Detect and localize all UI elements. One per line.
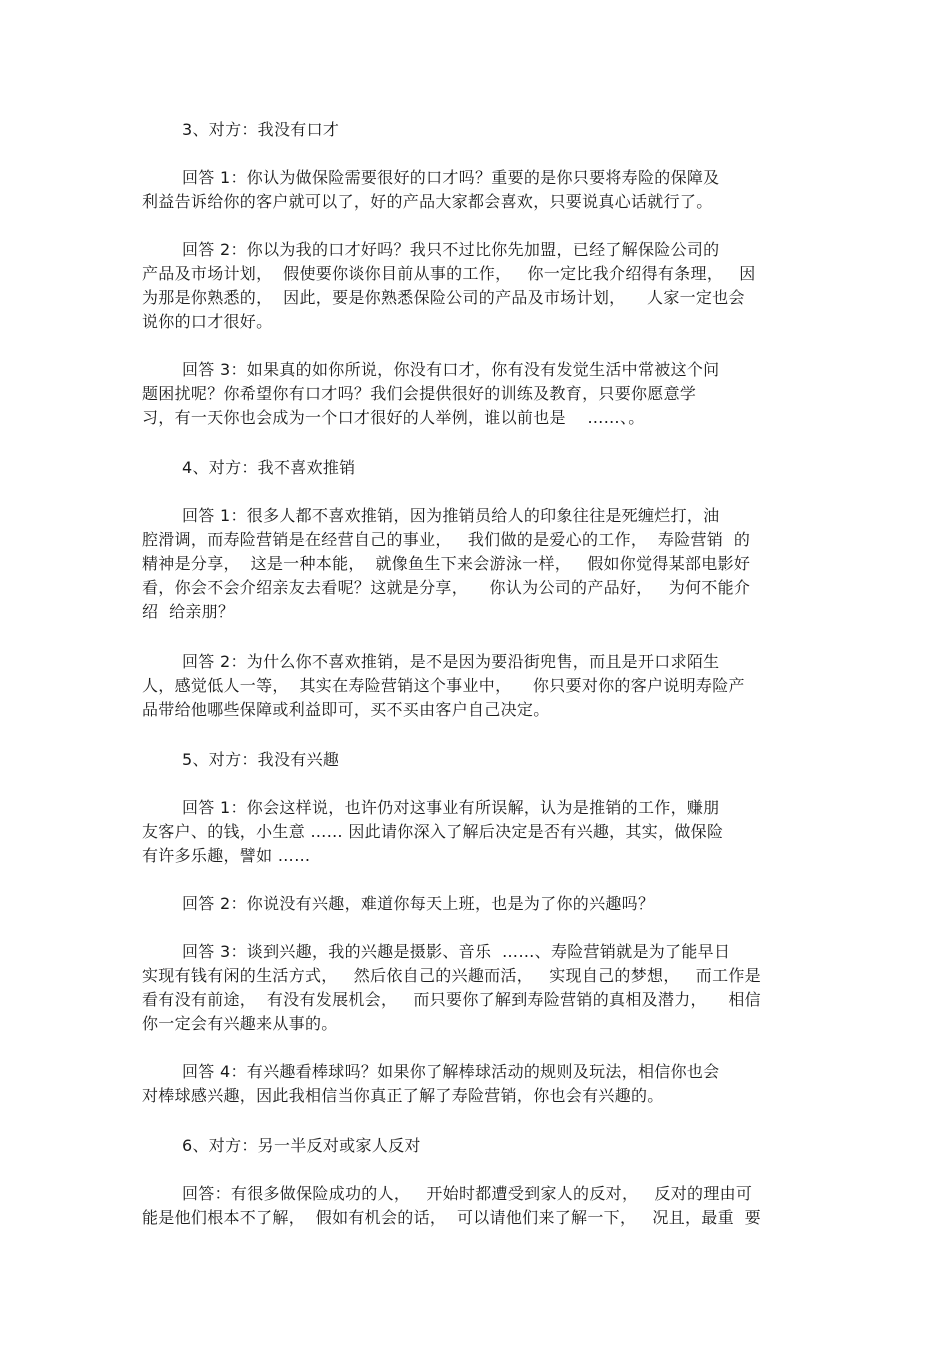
answer-4-2-line-3: 品带给他哪些保障或利益即可，买不买由客户自己决定。 xyxy=(142,700,550,719)
answer-4-1-line-4: 看，你会不会介绍亲友去看呢？这就是分享， 你认为公司的产品好， 为何不能介 xyxy=(142,578,751,597)
section-heading-4: 4、对方：我不喜欢推销 xyxy=(182,458,356,477)
answer-4-1-line-1: 回答 1：很多人都不喜欢推销，因为推销员给人的印象往往是死缠烂打，油 xyxy=(182,506,720,525)
answer-6-1-line-1: 回答：有很多做保险成功的人， 开始时都遭受到家人的反对， 反对的理由可 xyxy=(182,1184,753,1203)
answer-5-4-line-2: 对棒球感兴趣，因此我相信当你真正了解了寿险营销，你也会有兴趣的。 xyxy=(142,1086,664,1105)
answer-4-1-line-3: 精神是分享， 这是一种本能， 就像鱼生下来会游泳一样， 假如你觉得某部电影好 xyxy=(142,554,751,573)
answer-6-1-line-2: 能是他们根本不了解， 假如有机会的话， 可以请他们来了解一下， 况且，最重 要 xyxy=(142,1208,761,1227)
answer-3-3-line-2: 题困扰呢？你希望你有口才吗？我们会提供很好的训练及教育，只要你愿意学 xyxy=(142,384,697,403)
answer-4-2-line-2: 人，感觉低人一等， 其实在寿险营销这个事业中， 你只要对你的客户说明寿险产 xyxy=(142,676,745,695)
answer-5-3-line-4: 你一定会有兴趣来从事的。 xyxy=(142,1014,338,1033)
answer-5-3-line-2: 实现有钱有闲的生活方式， 然后依自己的兴趣而活， 实现自己的梦想， 而工作是 xyxy=(142,966,761,985)
answer-4-2-line-1: 回答 2：为什么你不喜欢推销，是不是因为要沿街兜售，而且是开口求陌生 xyxy=(182,652,720,671)
answer-3-3-line-1: 回答 3：如果真的如你所说，你没有口才，你有没有发觉生活中常被这个问 xyxy=(182,360,720,379)
answer-5-1-line-2: 友客户、的钱，小生意 …… 因此请你深入了解后决定是否有兴趣，其实，做保险 xyxy=(142,822,724,841)
answer-4-1-line-5: 绍 给亲朋？ xyxy=(142,602,235,621)
answer-5-1-line-1: 回答 1：你会这样说，也许仍对这事业有所误解，认为是推销的工作，赚朋 xyxy=(182,798,720,817)
answer-5-3-line-3: 看有没有前途， 有没有发展机会， 而只要你了解到寿险营销的真相及潜力， 相信 xyxy=(142,990,761,1009)
section-heading-6: 6、对方：另一半反对或家人反对 xyxy=(182,1136,421,1155)
section-heading-3: 3、对方：我没有口才 xyxy=(182,120,340,139)
answer-3-3-line-3: 习，有一天你也会成为一个口才很好的人举例，谁以前也是 ……、。 xyxy=(142,408,645,427)
answer-5-1-line-3: 有许多乐趣，譬如 …… xyxy=(142,846,311,865)
section-heading-5: 5、对方：我没有兴趣 xyxy=(182,750,340,769)
answer-3-2-line-1: 回答 2：你以为我的口才好吗？我只不过比你先加盟，已经了解保险公司的 xyxy=(182,240,720,259)
answer-5-4-line-1: 回答 4：有兴趣看棒球吗？如果你了解棒球活动的规则及玩法，相信你也会 xyxy=(182,1062,720,1081)
answer-5-2-line-1: 回答 2：你说没有兴趣，难道你每天上班，也是为了你的兴趣吗？ xyxy=(182,894,655,913)
answer-3-2-line-4: 说你的口才很好。 xyxy=(142,312,273,331)
answer-3-2-line-3: 为那是你熟悉的， 因此，要是你熟悉保险公司的产品及市场计划， 人家一定也会 xyxy=(142,288,745,307)
answer-4-1-line-2: 腔滑调，而寿险营销是在经营自己的事业， 我们做的是爱心的工作， 寿险营销 的 xyxy=(142,530,751,549)
answer-5-3-line-1: 回答 3：谈到兴趣，我的兴趣是摄影、音乐 ……、寿险营销就是为了能早日 xyxy=(182,942,731,961)
answer-3-1-line-2: 利益告诉给你的客户就可以了，好的产品大家都会喜欢，只要说真心话就行了。 xyxy=(142,192,713,211)
answer-3-2-line-2: 产品及市场计划， 假使要你谈你目前从事的工作， 你一定比我介绍得有条理， 因 xyxy=(142,264,756,283)
answer-3-1-line-1: 回答 1：你认为做保险需要很好的口才吗？重要的是你只要将寿险的保障及 xyxy=(182,168,720,187)
